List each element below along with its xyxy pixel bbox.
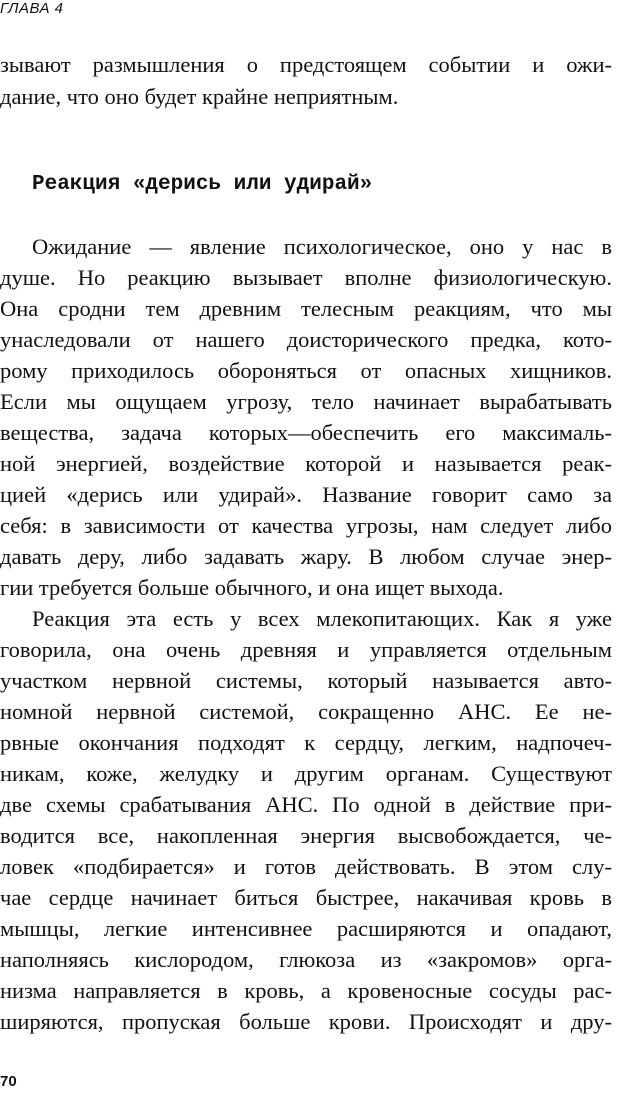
text-line: рвные окончания подходят к сердцу, легким, надпочеч- — [0, 730, 612, 755]
running-head: ГЛАВА 4 — [0, 0, 64, 17]
text-line: ной энергией, воздействие которой и называется реак- — [0, 451, 612, 476]
text-line: рому приходилось обороняться от опасных хищников. — [0, 358, 612, 383]
text-line: себя: в зависимости от качества угрозы, нам следует либо — [0, 513, 612, 538]
page-number: 70 — [0, 1073, 17, 1090]
text-line: ловек «подбирается» и готов действовать. В этом слу- — [0, 854, 612, 879]
text-line: Реакция эта есть у всех млекопитающих. Как я уже — [32, 606, 612, 631]
section-heading: Реакция «дерись или удирай» — [32, 173, 373, 196]
text-line: гии требуется больше обычного, и она ищет выхода. — [0, 575, 504, 600]
text-line: чае сердце начинает биться быстрее, накачивая кровь в — [0, 885, 612, 910]
text-line: низма направляется в кровь, а кровеносные сосуды рас- — [0, 978, 612, 1003]
text-line: никам, коже, желудку и другим органам. Существуют — [0, 761, 612, 786]
text-line: наполняясь кислородом, глюкоза из «закромов» орга- — [0, 947, 612, 972]
text-line: душе. Но реакцию вызывает вполне физиологическую. — [0, 265, 612, 290]
text-line: водится все, накопленная энергия высвобождается, че- — [0, 823, 612, 848]
text-line: две схемы срабатывания АНС. По одной в действие при- — [0, 792, 612, 817]
text-line: Ожидание — явление психологическое, оно у нас в — [32, 234, 612, 259]
text-line: участком нервной системы, который называется авто- — [0, 668, 612, 693]
text-line: цией «дерись или удирай». Название говорит само за — [0, 482, 612, 507]
text-line: унаследовали от нашего доисторического предка, кото- — [0, 327, 612, 352]
text-line: вещества, задача которых—обеспечить его максималь- — [0, 420, 612, 445]
text-line: мышцы, легкие интенсивнее расширяются и опадают, — [0, 916, 612, 941]
text-line: зывают размышления о предстоящем событии и ожи- — [0, 52, 612, 77]
text-line: Она сродни тем древним телесным реакциям, что мы — [0, 296, 612, 321]
text-line: ширяются, пропуская больше крови. Происходят и дру- — [0, 1009, 612, 1034]
text-line: давать деру, либо задавать жару. В любом случае энер- — [0, 544, 612, 569]
text-line: номной нервной системой, сокращенно АНС. Ее не- — [0, 699, 612, 724]
text-line: дание, что оно будет крайне неприятным. — [0, 84, 399, 109]
text-line: говорила, она очень древняя и управляется отдельным — [0, 637, 612, 662]
text-line: Если мы ощущаем угрозу, тело начинает вырабатывать — [0, 389, 612, 414]
